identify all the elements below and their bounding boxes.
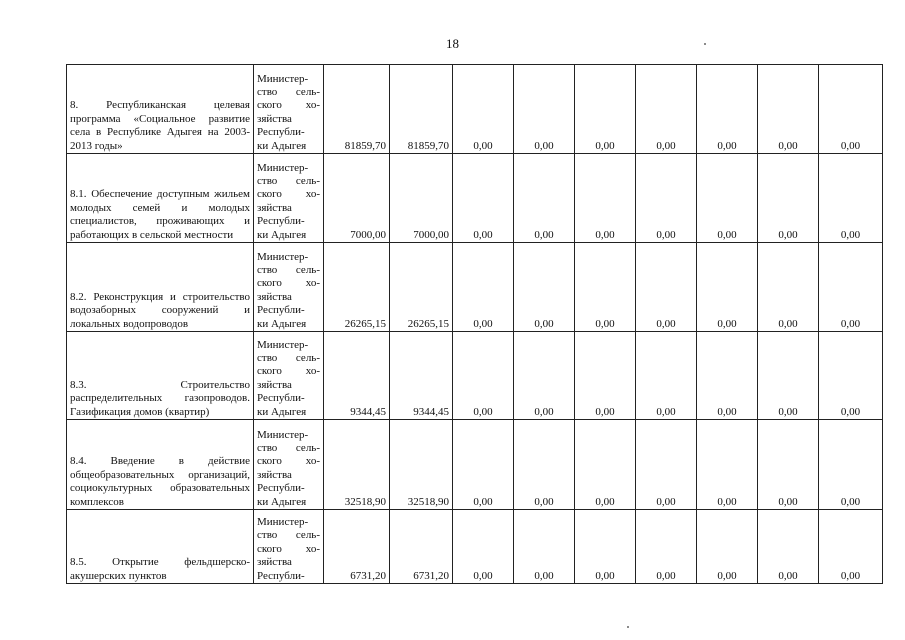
year-value-cell: 0,00 (514, 420, 575, 510)
executor-line: Министер- (257, 161, 309, 174)
executor-line: ство сель- (257, 263, 320, 276)
executor-line: ского хо- (257, 365, 320, 378)
year-value-cell: 0,00 (575, 243, 636, 332)
year-value-cell: 0,00 (819, 65, 883, 154)
year-value-cell: 0,00 (514, 65, 575, 154)
executor-line: ки Адыгея (257, 228, 307, 241)
year-value-cell: 0,00 (514, 154, 575, 243)
executor-line: зяйства (257, 112, 292, 125)
year-value-cell: 0,00 (636, 65, 697, 154)
executor-line: ство сель- (257, 351, 320, 364)
executor-line: зяйства (257, 290, 292, 303)
year-value-cell: 0,00 (819, 332, 883, 420)
year-value-cell: 0,00 (575, 65, 636, 154)
executor-line: ство сель- (257, 441, 320, 454)
executor-line: Министер- (257, 515, 309, 528)
executor-line: ство сель- (257, 85, 320, 98)
executor-line: ство сель- (257, 174, 320, 187)
year-value-cell: 0,00 (453, 332, 514, 420)
scan-speck (627, 626, 629, 628)
executor-line: Республи- (257, 392, 305, 405)
year-value-cell: 0,00 (697, 65, 758, 154)
executor-line: ки Адыгея (257, 317, 307, 330)
year-value-cell: 0,00 (575, 154, 636, 243)
year-value-cell: 0,00 (514, 332, 575, 420)
executor-line: ки Адыгея (257, 139, 307, 152)
year-value-cell: 0,00 (575, 332, 636, 420)
total-cell: 26265,15 (324, 243, 390, 332)
table-row (67, 510, 883, 584)
executor-line: Министер- (257, 428, 309, 441)
year-value-cell: 0,00 (697, 154, 758, 243)
year-value-cell: 0,00 (636, 154, 697, 243)
budget-table (66, 64, 883, 584)
program-name-cell: 8.2. Реконструкция и строительство водозаборных сооружений и локальных водопроводов (67, 243, 254, 332)
budget-cell: 81859,70 (390, 65, 453, 154)
executor-cell (254, 243, 324, 332)
year-value-cell: 0,00 (758, 420, 819, 510)
table-row (67, 243, 883, 332)
year-value-cell: 0,00 (819, 420, 883, 510)
executor-line: ского хо- (257, 542, 320, 555)
executor-line: зяйства (257, 201, 292, 214)
executor-line: зяйства (257, 378, 292, 391)
executor-line: Республи- (257, 482, 305, 495)
executor-line: Министер- (257, 72, 309, 85)
executor-line: Министер- (257, 338, 309, 351)
table-row (67, 65, 883, 154)
year-value-cell: 0,00 (636, 243, 697, 332)
page-number: 18 (446, 36, 459, 51)
year-value-cell: 0,00 (758, 154, 819, 243)
total-cell: 7000,00 (324, 154, 390, 243)
executor-line: ского хо- (257, 277, 320, 290)
year-value-cell: 0,00 (697, 332, 758, 420)
program-name-cell: 8.5. Открытие фельдшерско-акушерских пунктов (67, 510, 254, 584)
year-value-cell: 0,00 (575, 510, 636, 584)
executor-cell (254, 65, 324, 154)
executor-line: Республи- (257, 304, 305, 317)
year-value-cell: 0,00 (636, 332, 697, 420)
budget-cell: 6731,20 (390, 510, 453, 584)
year-value-cell: 0,00 (575, 420, 636, 510)
executor-line: ки Адыгея (257, 405, 307, 418)
total-cell: 32518,90 (324, 420, 390, 510)
program-name-cell: 8.3. Строительство распределительных газопроводов. Газификация домов (квартир) (67, 332, 254, 420)
budget-cell: 9344,45 (390, 332, 453, 420)
year-value-cell: 0,00 (758, 243, 819, 332)
year-value-cell: 0,00 (697, 510, 758, 584)
program-name-cell: 8. Республиканская целевая программа «Социальное развитие села в Республике Адыгея на 2003-2013 годы» (67, 65, 254, 154)
year-value-cell: 0,00 (636, 420, 697, 510)
year-value-cell: 0,00 (514, 510, 575, 584)
year-value-cell: 0,00 (819, 510, 883, 584)
executor-line: ского хо- (257, 455, 320, 468)
budget-cell: 32518,90 (390, 420, 453, 510)
executor-line: ство сель- (257, 529, 320, 542)
year-value-cell: 0,00 (453, 154, 514, 243)
year-value-cell: 0,00 (758, 65, 819, 154)
executor-cell (254, 332, 324, 420)
year-value-cell: 0,00 (697, 420, 758, 510)
executor-line: Республи- (257, 126, 305, 139)
budget-cell: 26265,15 (390, 243, 453, 332)
budget-cell: 7000,00 (390, 154, 453, 243)
total-cell: 6731,20 (324, 510, 390, 584)
executor-line: зяйства (257, 556, 292, 569)
table-row (67, 154, 883, 243)
table-row (67, 420, 883, 510)
year-value-cell: 0,00 (819, 243, 883, 332)
executor-cell (254, 510, 324, 584)
year-value-cell: 0,00 (636, 510, 697, 584)
executor-cell (254, 420, 324, 510)
year-value-cell: 0,00 (453, 420, 514, 510)
executor-line: зяйства (257, 468, 292, 481)
program-name-cell: 8.4. Введение в действие общеобразовательных организаций, социокультурных образовательных комплексов (67, 420, 254, 510)
year-value-cell: 0,00 (819, 154, 883, 243)
year-value-cell: 0,00 (453, 65, 514, 154)
year-value-cell: 0,00 (514, 243, 575, 332)
year-value-cell: 0,00 (453, 243, 514, 332)
year-value-cell: 0,00 (758, 332, 819, 420)
executor-line: Министер- (257, 250, 309, 263)
table-row (67, 332, 883, 420)
scan-speck (704, 43, 706, 45)
year-value-cell: 0,00 (758, 510, 819, 584)
executor-line: ского хо- (257, 188, 320, 201)
program-name-cell: 8.1. Обеспечение доступным жильем молодых семей и молодых специалистов, проживающих и работающих в сельской местности (67, 154, 254, 243)
total-cell: 9344,45 (324, 332, 390, 420)
executor-line: ки Адыгея (257, 495, 307, 508)
executor-line: Республи- (257, 569, 305, 582)
year-value-cell: 0,00 (453, 510, 514, 584)
executor-line: ского хо- (257, 99, 320, 112)
total-cell: 81859,70 (324, 65, 390, 154)
executor-line: Республи- (257, 215, 305, 228)
year-value-cell: 0,00 (697, 243, 758, 332)
executor-cell (254, 154, 324, 243)
